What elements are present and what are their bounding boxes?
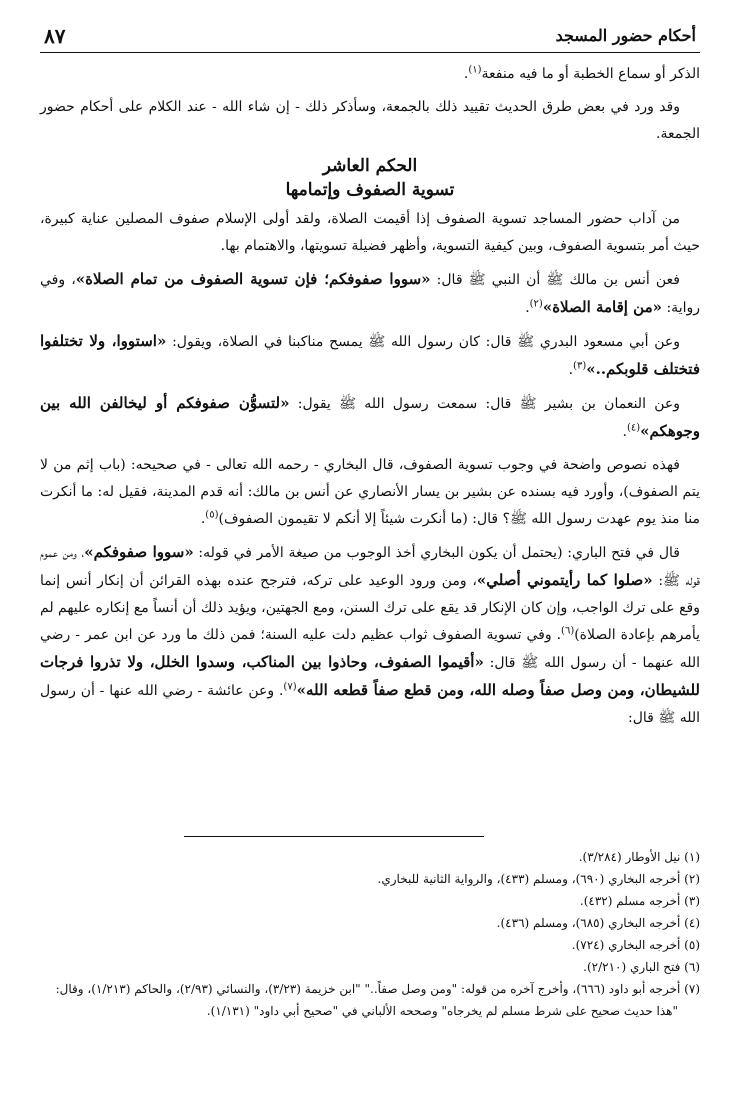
hadith-quote-7: «أقيموا الصفوف، وحاذوا بين المناكب، وسدوا الخلل، ولا تذروا فرجات للشيطان، ومن وصل صفاً وصله الله، ومن قطع صفاً قطعه الله» [40,653,700,699]
paragraph-6 [40,390,700,446]
footnote-2: (٢) أخرجه البخاري (٦٩٠)، ومسلم (٤٣٣)، والرواية الثانية للبخاري. [377,872,700,886]
footnote-ref-3[interactable]: (٣) [573,360,587,372]
hadith-quote-1: «سووا صفوفكم؛ فإن تسوية الصفوف من تمام الصلاة» [75,270,431,288]
p4-end: . [525,300,530,316]
footnote-1: (١) نيل الأوطار (٣/٢٨٤). [578,850,700,864]
paragraph-3: من آداب حضور المساجد تسوية الصفوف إذا أقيمت الصلاة، ولقد أولى الإسلام صفوف المصلين عناية كبيرة، حيث أمر بتسوية الصفوف، وبين كيفية التسوية، وأظهر فضيلة تسويتها، والاهتمام بها. [40,211,700,254]
hadith-quote-2: «من إقامة الصلاة» [542,298,663,316]
p8-text-a: قال في فتح الباري: (يحتمل أن يكون البخاري أخذ الوجوب من صيغة الأمر في قوله: [193,545,680,561]
footnote-4: (٤) أخرجه البخاري (٦٨٥)، ومسلم (٤٣٦). [496,916,700,930]
section-title: الحكم العاشر [322,156,418,176]
footnote-ref-5[interactable]: (٥) [205,509,219,521]
hadith-quote-6: «صلوا كما رأيتموني أصلي» [476,571,653,589]
footnote-6: (٦) فتح الباري (٢/٢١٠). [583,960,700,974]
footnote-ref-7[interactable]: (٧) [283,681,297,693]
p1-text: الذكر أو سماع الخطبة أو ما فيه منفعة [481,66,700,82]
header-title: أحكام حضور المسجد [555,26,696,45]
footnote-5: (٥) أخرجه البخاري (٧٢٤). [571,938,700,952]
footnote-ref-4[interactable]: (٤) [626,422,641,434]
p8-text-f: . وفي تسوية الصفوف ثواب عظيم دلت عليه السنة؛ فمن ذلك ما ورد عن ابن عمر - رضي الله عنهما - أن رسول الله ﷺ قال: [40,627,700,671]
footnote-3: (٣) أخرجه مسلم (٤٣٢). [579,894,700,908]
running-header [40,22,700,53]
p8-text-h: . وعن عائشة - رضي الله عنها - أن رسول الله ﷺ قال: [40,683,700,726]
p6-end: . [622,424,627,440]
footnote-ref-1[interactable]: (١) [468,64,482,76]
paragraph-8 [40,539,700,732]
p8-text-c: ، ومن عموم قوله ﷺ: [40,545,700,589]
footnote-ref-6[interactable]: (٦) [561,625,575,637]
page-number: ٨٧ [44,24,66,48]
paragraph-1 [40,61,700,88]
hadith-quote-3: «استووا، ولا تختلفوا فتختلف قلوبكم..» [40,332,700,378]
footnotes [40,846,700,1022]
footnote-ref-2[interactable]: (٢) [529,298,543,310]
p4-text-a: فعن أنس بن مالك ﷺ أن النبي ﷺ قال: [430,272,680,288]
p8-text-e: ، ومن ورود الوعيد على تركه، فترجح عنده بهذه القرائن أن إنكار أنس إنما وقع على ترك الواجب، وإن كان الإنكار قد يقع على ترك السنن، ومع الجهتين، ويؤيد ذلك أن أنساً مع إنكاره عليهم لم يأمرهم بإعادة الصلاة) [40,573,700,643]
paragraph-2: وقد ورد في بعض طرق الحديث تقييد ذلك بالجمعة، وسأذكر ذلك - إن شاء الله - عند الكلام على أحكام حضور الجمعة. [40,99,700,142]
p5-text-a: وعن أبي مسعود البدري ﷺ قال: كان رسول الله ﷺ يمسح مناكبنا في الصلاة، ويقول: [166,334,680,350]
body-text [40,61,700,732]
p6-text-a: وعن النعمان بن بشير ﷺ قال: سمعت رسول الله ﷺ يقول: [289,396,680,412]
page [40,22,700,738]
paragraph-4 [40,266,700,322]
paragraph-5 [40,328,700,384]
p4-text-c: ، وفي رواية: [40,272,700,316]
footnote-7: (٧) أخرجه أبو داود (٦٦٦)، وأخرج آخره من قوله: "ومن وصل صفاً.." "ابن خزيمة (٣/٢٣)، والنسائي (٢/٩٣)، والحاكم (١/٢١٣)، وقال: "هذا حديث صحيح على شرط مسلم لم يخرجاه" وصححه الألباني في "صحيح أبي داود" (١/١٣١). [55,982,700,1018]
section-subtitle: تسوية الصفوف وإتمامها [285,180,455,200]
p7-text-a: فهذه نصوص واضحة في وجوب تسوية الصفوف، قال البخاري - رحمه الله تعالى - في صحيحه: (باب إثم من لا يتم الصفوف)، وأورد فيه بسنده عن بشير بن يسار الأنصاري عن أنس بن مالك: أنه قدم المدينة، فقيل له: ما أنكرت منا منذ يوم عهدت رسول الله ﷺ؟ قال: (ما أنكرت شيئاً إلا أنكم لا تقيمون الصفوف) [40,457,700,527]
hadith-quote-4: «لتسوُّن صفوفكم أو ليخالفن الله بين وجوهكم» [40,394,700,440]
footnote-separator [184,836,484,837]
p7-end: . [200,511,206,527]
paragraph-7 [40,452,700,533]
p5-end: . [568,362,574,378]
hadith-quote-5: «سووا صفوفكم» [84,543,194,561]
p1-end: . [463,66,469,82]
